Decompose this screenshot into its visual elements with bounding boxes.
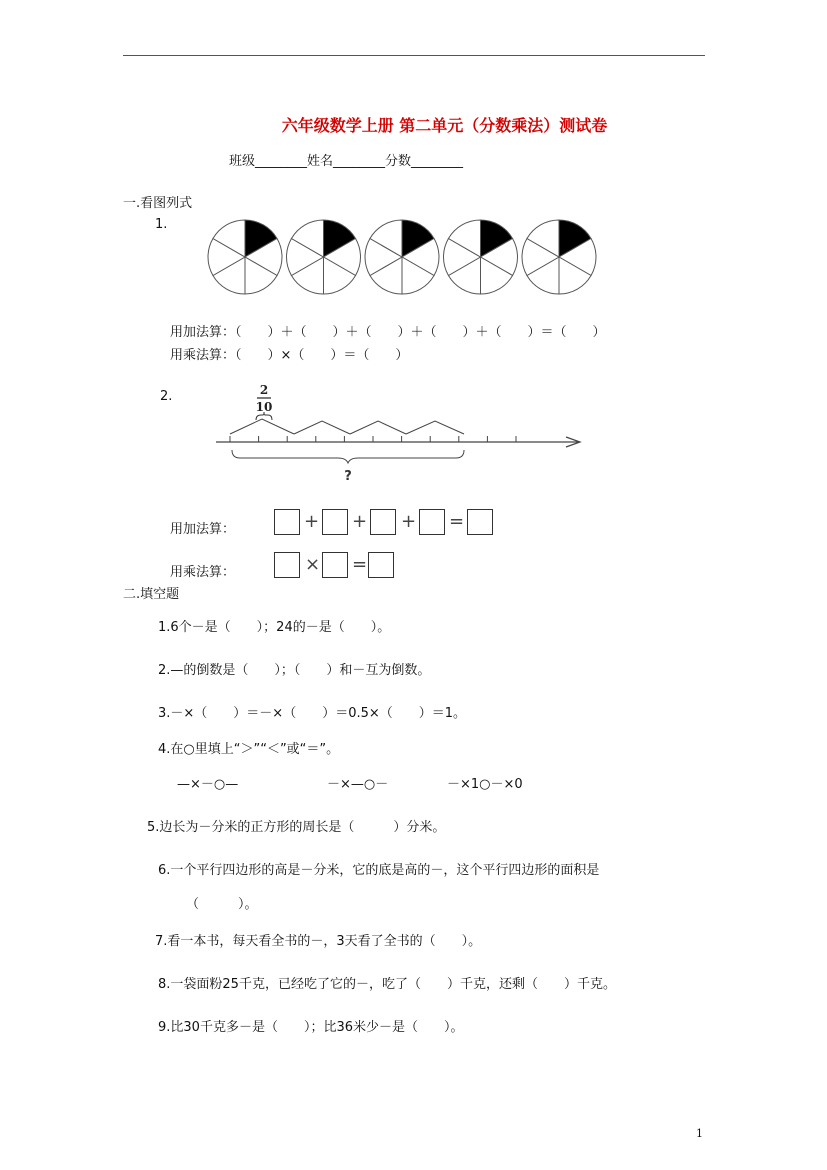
fraction-numerator: 2 [259,383,269,397]
s2-q6-line2: （ ）。 [186,897,258,912]
s2-q4: 4.在○里填上“＞”“＜”或“＝”。 [158,742,340,757]
fraction-denominator: 10 [255,400,273,414]
page-title: 六年级数学上册 第二单元（分数乘法）测试卷 [281,116,608,135]
s2-q3: 3.－×（ ）＝－×（ ）＝0.5×（ ）＝1。 [158,706,467,721]
s1-q2-addition-label: 用加法算： [170,522,236,537]
score-field: 分数________ [385,154,464,169]
plus-sign-1: + [304,511,320,532]
times-sign: × [305,554,321,575]
fraction-circles [205,215,605,300]
fraction-circle [522,220,596,294]
answer-box-add-4[interactable] [419,509,445,535]
fraction-circle [365,220,439,294]
answer-box-mul-result[interactable] [368,552,394,578]
s1-q1-multiplication: 用乘法算：（ ）×（ ）＝（ ） [170,348,409,363]
header-rule [123,55,705,56]
fraction-circle [208,220,282,294]
page-number: 1 [696,1127,703,1140]
name-field: 姓名________ [307,154,386,169]
s2-q2: 2.—的倒数是（ ）；（ ）和－互为倒数。 [158,663,431,678]
section-1-heading: 一.看图列式 [123,196,193,211]
answer-box-mul-2[interactable] [322,552,348,578]
student-info [229,150,463,169]
s2-q4-item-2: －×—○－ [327,777,389,792]
answer-box-add-2[interactable] [322,509,348,535]
class-field: 班级________ [229,154,308,169]
roof-3 [350,421,406,434]
answer-box-add-result[interactable] [467,509,493,535]
equals-sign-1: = [449,511,465,532]
s2-q4-item-1: —×－○— [177,777,239,792]
s2-q1: 1.6个－是（ ）；24的－是（ ）。 [158,620,391,635]
bottom-brace [232,450,464,463]
s2-q6-line1: 6.一个平行四边形的高是－分米，它的底是高的－，这个平行四边形的面积是 [158,863,600,878]
question-mark: ? [344,469,352,484]
roof-4 [406,421,464,434]
roof-2 [294,421,350,434]
answer-box-add-1[interactable] [274,509,300,535]
s2-q8: 8.一袋面粉25千克，已经吃了它的－，吃了（ ）千克，还剩（ ）千克。 [158,977,616,992]
number-line-diagram [210,378,590,488]
s2-q9: 9.比30千克多－是（ ）；比36米少－是（ ）。 [158,1020,464,1035]
section-2-heading: 二.填空题 [123,587,180,602]
plus-sign-2: + [352,511,368,532]
fraction-circle [287,220,361,294]
s1-q1-addition: 用加法算：（ ）＋（ ）＋（ ）＋（ ）＋（ ）＝（ ） [170,325,606,340]
s1-q2-multiplication-label: 用乘法算： [170,565,236,580]
s1-q2-number: 2. [160,389,173,404]
plus-sign-3: + [401,511,417,532]
s2-q7: 7.看一本书，每天看全书的－，3天看了全书的（ ）。 [155,934,482,949]
s2-q4-item-3: －×1○－×0 [447,777,523,792]
fraction-circle [444,220,518,294]
s1-q1-number: 1. [155,217,168,232]
roof-1 [230,419,294,434]
answer-box-mul-1[interactable] [274,552,300,578]
answer-box-add-3[interactable] [370,509,396,535]
s2-q5: 5.边长为－分米的正方形的周长是（ ）分米。 [147,820,446,835]
equals-sign-2: = [352,554,368,575]
